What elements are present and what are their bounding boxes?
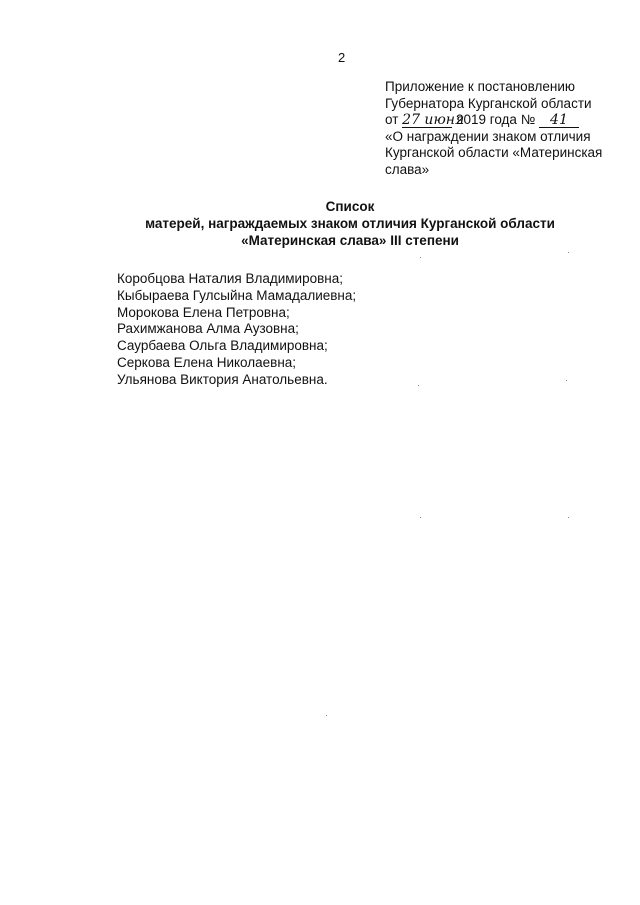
appendix-line-6: слава» bbox=[385, 161, 430, 177]
appendix-date-line bbox=[385, 112, 625, 129]
scan-speck bbox=[568, 517, 569, 518]
scan-speck bbox=[418, 385, 419, 386]
date-middle: 2019 года № bbox=[455, 112, 536, 127]
appendix-line-4: «О награждении знаком отличия bbox=[385, 128, 591, 144]
list-item: Саурбаева Ольга Владимировна; bbox=[117, 338, 328, 354]
page-number: 2 bbox=[338, 50, 346, 65]
scan-speck bbox=[568, 252, 569, 253]
handwritten-number: 41 bbox=[539, 114, 579, 128]
document-title bbox=[100, 198, 600, 249]
list-item: Кыбыраева Гулсыйна Мамадалиевна; bbox=[117, 287, 357, 303]
list-item: Рахимжанова Алма Аузовна; bbox=[117, 321, 299, 337]
appendix-line-5: Курганской области «Материнская bbox=[385, 145, 603, 160]
scan-speck bbox=[420, 517, 421, 518]
appendix-header bbox=[385, 79, 625, 178]
list-item: Коробцова Наталия Владимировна; bbox=[117, 271, 343, 286]
scan-speck bbox=[420, 257, 421, 258]
scan-speck bbox=[566, 380, 567, 381]
list-item: Морокова Елена Петровна; bbox=[117, 304, 290, 320]
title-line-3: «Материнская слава» III степени bbox=[241, 233, 459, 248]
list-item: Ульянова Виктория Анатольевна. bbox=[117, 371, 328, 387]
list-item: Серкова Елена Николаевна; bbox=[117, 354, 297, 370]
date-prefix: от bbox=[385, 112, 399, 127]
title-line-1: Список bbox=[325, 199, 375, 214]
title-line-2: матерей, награждаемых знаком отличия Курганской области bbox=[145, 216, 555, 231]
appendix-line-2: Губернатора Курганской области bbox=[385, 95, 592, 111]
names-list bbox=[117, 271, 356, 389]
scan-speck bbox=[326, 715, 327, 716]
appendix-line-1: Приложение к постановлению bbox=[385, 79, 576, 94]
handwritten-date: 27 июня bbox=[402, 112, 465, 128]
